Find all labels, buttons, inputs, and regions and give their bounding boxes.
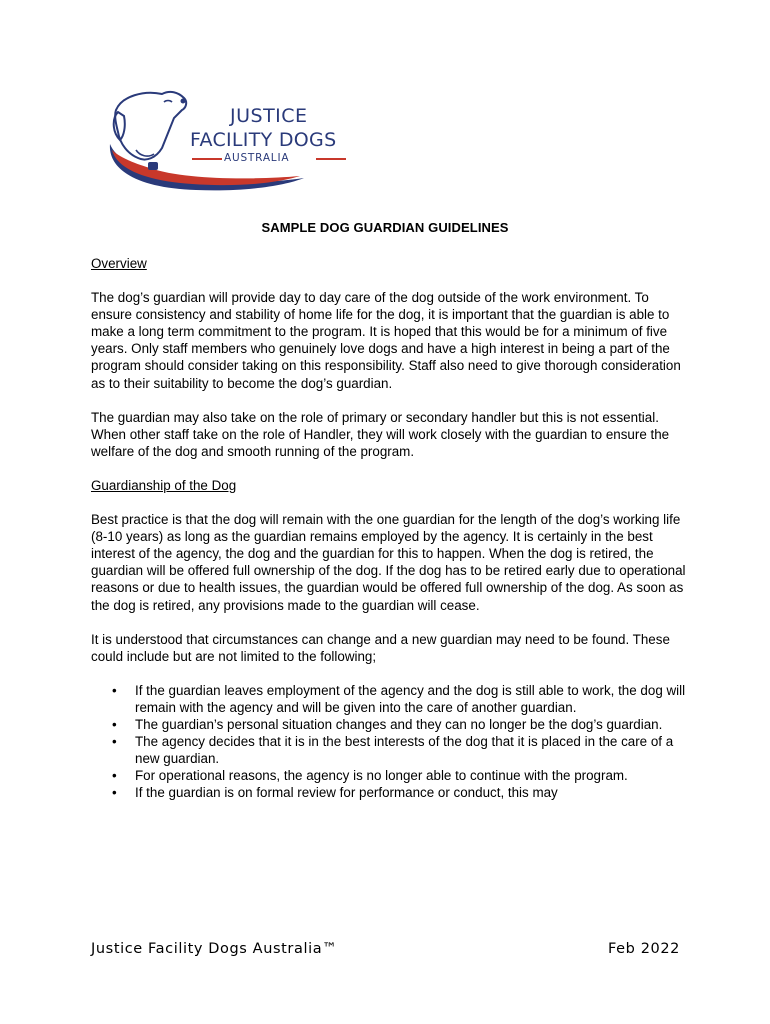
list-item: • If the guardian is on formal review for performance or conduct, this may	[91, 784, 691, 801]
guardianship-paragraph-2: It is understood that circumstances can change and a new guardian may need to be found. These could include but are not limited to the following;	[91, 631, 670, 664]
overview-paragraph-2: The guardian may also take on the role of primary or secondary handler but this is not essential. When other staff take on the role of Handler, they will work closely with the guardian to ensure the welfare of the dog and smooth running of the program.	[91, 409, 670, 459]
document-body	[91, 255, 691, 801]
logo-dash-left	[192, 158, 222, 160]
logo	[104, 88, 376, 194]
footer-organization: Justice Facility Dogs Australia™	[91, 941, 338, 957]
logo-text-facility-dogs: FACILITY DOGS	[190, 129, 337, 151]
page-footer	[91, 941, 680, 957]
list-item: • If the guardian leaves employment of the agency and the dog is still able to work, the dog will remain with the agency and will be given into the care of another guardian.	[91, 682, 691, 716]
overview-paragraph-1: The dog’s guardian will provide day to day care of the dog outside of the work environment. To ensure consistency and stability of home life for the dog, it is important that the guardian is able to make a long term commitment to the program. It is hoped that this would be for a minimum of five years. Only staff members who genuinely love dogs and have a high interest in being a part of the program should consider taking on this responsibility. Staff also need to give thorough consideration as to their suitability to become the dog’s guardian.	[91, 290, 681, 391]
footer-date: Feb 2022	[608, 941, 680, 957]
logo-text-australia: AUSTRALIA	[224, 152, 290, 164]
list-item: • The agency decides that it is in the best interests of the dog that it is placed in the care of a new guardian.	[91, 733, 691, 767]
overview-heading: Overview	[91, 256, 147, 271]
guardianship-heading: Guardianship of the Dog	[91, 477, 237, 493]
list-item: • The guardian’s personal situation changes and they can no longer be the dog’s guardian.	[91, 716, 691, 733]
guardianship-paragraph-1: Best practice is that the dog will remain with the one guardian for the length of the dog’s working life (8-10 years) as long as the guardian remains employed by the agency. It is certainly in the best interest of the agency, the dog and the guardian for this to happen. When the dog is retired, the guardian will be offered full ownership of the dog. If the dog has to be retired early due to operational reasons or due to health issues, the guardian would be offered full ownership of the dog. As soon as the dog is retired, any provisions made to the guardian will cease.	[91, 512, 686, 613]
logo-text-justice: JUSTICE	[230, 105, 308, 127]
list-item: • For operational reasons, the agency is no longer able to continue with the program.	[91, 767, 691, 784]
page-title: SAMPLE DOG GUARDIAN GUIDELINES	[261, 220, 509, 235]
logo-dash-right	[316, 158, 346, 160]
circumstances-list	[91, 682, 691, 802]
